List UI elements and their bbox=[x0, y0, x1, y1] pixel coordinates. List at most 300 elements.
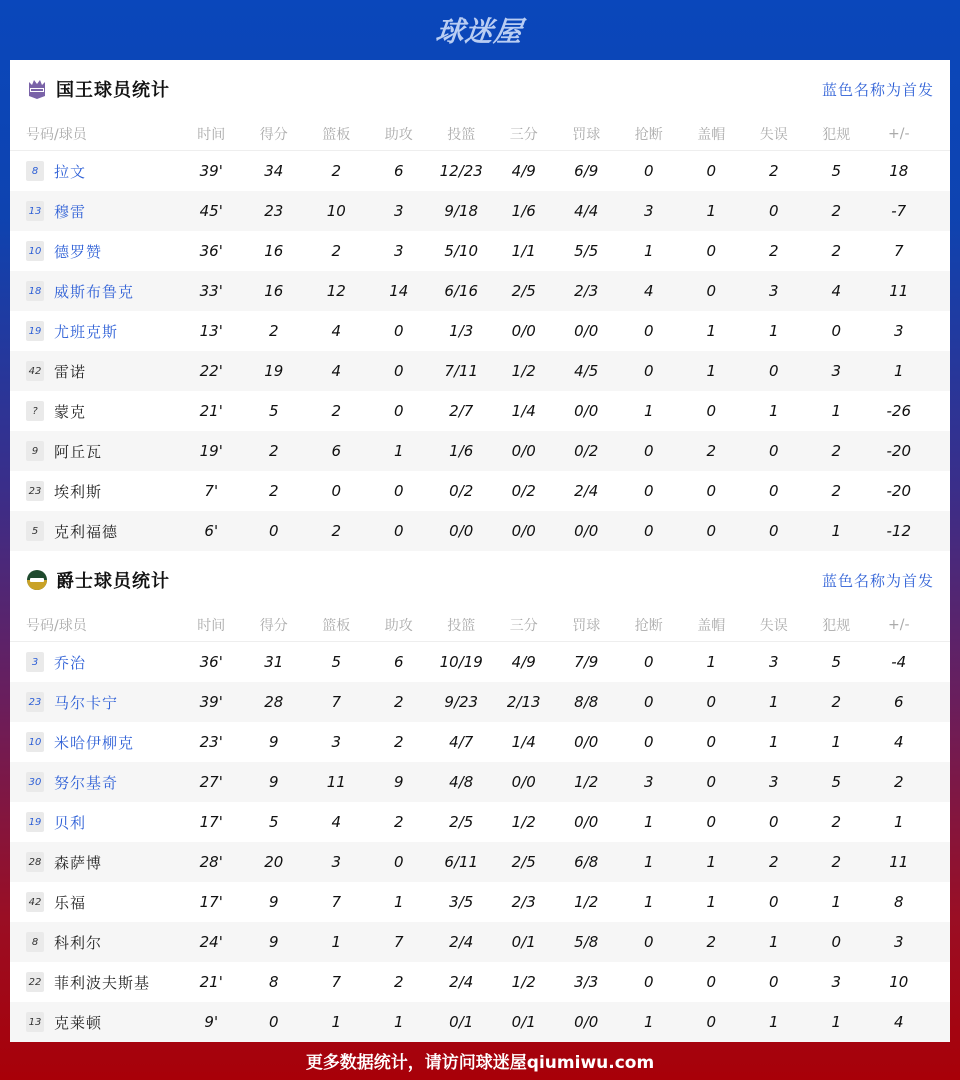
table-header bbox=[10, 609, 950, 642]
stat-cell: 12/23 bbox=[439, 162, 483, 180]
stat-cell: 0 bbox=[768, 362, 779, 380]
stat-cell: 6' bbox=[204, 522, 219, 540]
stat-cell: 45' bbox=[199, 202, 223, 220]
player-cell bbox=[10, 1012, 180, 1033]
column-header-player: 号码/球员 bbox=[26, 127, 87, 143]
stat-cell: 24' bbox=[199, 933, 223, 951]
player-cell bbox=[10, 772, 180, 793]
stat-cell: 19' bbox=[199, 442, 223, 460]
stat-cell: 6 bbox=[393, 162, 404, 180]
stat-cell: 0/0 bbox=[511, 522, 536, 540]
stat-cell: 9/23 bbox=[444, 693, 479, 711]
stat-cell: -20 bbox=[886, 442, 911, 460]
stat-cell: 1 bbox=[706, 362, 717, 380]
stat-cell: 0/0 bbox=[574, 733, 599, 751]
stat-cell: 18 bbox=[889, 162, 909, 180]
player-cell bbox=[10, 161, 180, 182]
stat-cell: 6/8 bbox=[574, 853, 599, 871]
stat-cell: 2 bbox=[831, 482, 842, 500]
stat-cell: 0 bbox=[831, 933, 842, 951]
stat-cell: 10/19 bbox=[439, 653, 483, 671]
stat-cell: 10 bbox=[326, 202, 346, 220]
stat-cell: 2 bbox=[268, 322, 279, 340]
stat-cell: 0 bbox=[643, 482, 654, 500]
stat-cell: 2/5 bbox=[449, 813, 474, 831]
section-header bbox=[10, 551, 950, 609]
stat-cell: 1/2 bbox=[511, 813, 536, 831]
stat-cell: 0 bbox=[643, 522, 654, 540]
stat-cell: 0 bbox=[643, 653, 654, 671]
player-cell bbox=[10, 201, 180, 222]
stat-cell: 28 bbox=[264, 693, 284, 711]
stat-cell: 0/0 bbox=[574, 402, 599, 420]
stat-cell: 1/4 bbox=[511, 733, 536, 751]
jersey-number-badge: 42 bbox=[26, 892, 44, 912]
stat-cell: 34 bbox=[264, 162, 284, 180]
stat-cell: 1 bbox=[706, 653, 717, 671]
stat-cell: 1 bbox=[768, 933, 779, 951]
stat-cell: -26 bbox=[886, 402, 911, 420]
stat-cell: 6/9 bbox=[574, 162, 599, 180]
stat-cell: 0/0 bbox=[511, 442, 536, 460]
stat-cell: 1/1 bbox=[511, 242, 536, 260]
stats-card bbox=[10, 60, 950, 1040]
stat-cell: 2 bbox=[393, 693, 404, 711]
player-row[interactable] bbox=[10, 762, 950, 802]
stat-cell: 0/0 bbox=[574, 1013, 599, 1031]
stat-cell: 1 bbox=[831, 522, 842, 540]
player-name[interactable]: 贝利 bbox=[54, 813, 87, 832]
player-cell bbox=[10, 361, 180, 382]
stat-cell: 20 bbox=[264, 853, 284, 871]
column-header: 助攻 bbox=[384, 127, 413, 143]
stat-cell: 0 bbox=[768, 202, 779, 220]
stat-cell: 0 bbox=[643, 693, 654, 711]
stat-cell: 0 bbox=[768, 973, 779, 991]
stat-cell: 4 bbox=[331, 362, 342, 380]
stat-cell: 0/0 bbox=[574, 813, 599, 831]
stat-cell: 6/16 bbox=[444, 282, 479, 300]
stat-cell: 9 bbox=[393, 773, 404, 791]
stat-cell: 2 bbox=[331, 522, 342, 540]
stat-cell: 0 bbox=[706, 482, 717, 500]
player-cell bbox=[10, 932, 180, 953]
player-cell bbox=[10, 401, 180, 422]
stat-cell: 7 bbox=[393, 933, 404, 951]
stat-cell: 0 bbox=[268, 1013, 279, 1031]
stat-cell: 0 bbox=[643, 322, 654, 340]
stat-cell: -4 bbox=[891, 653, 907, 671]
stat-cell: 1 bbox=[768, 693, 779, 711]
column-header: 罚球 bbox=[572, 618, 601, 634]
stat-cell: 0 bbox=[706, 522, 717, 540]
stat-cell: 1 bbox=[706, 853, 717, 871]
stat-cell: 5/5 bbox=[574, 242, 599, 260]
stat-cell: 22' bbox=[199, 362, 223, 380]
player-name[interactable]: 努尔基奇 bbox=[54, 773, 119, 792]
stat-cell: 39' bbox=[199, 162, 223, 180]
player-name[interactable]: 乐福 bbox=[54, 893, 87, 912]
stat-cell: 5 bbox=[831, 162, 842, 180]
stat-cell: 2 bbox=[768, 162, 779, 180]
stat-cell: 7' bbox=[204, 482, 219, 500]
stat-cell: 33' bbox=[199, 282, 223, 300]
stat-cell: 2 bbox=[331, 402, 342, 420]
stat-cell: 0 bbox=[706, 773, 717, 791]
stat-cell: 1 bbox=[643, 813, 654, 831]
jersey-number-badge: 28 bbox=[26, 852, 44, 872]
team-section-0 bbox=[10, 60, 950, 551]
player-row[interactable] bbox=[10, 642, 950, 682]
stat-cell: 0/0 bbox=[574, 522, 599, 540]
player-name[interactable]: 乔治 bbox=[54, 653, 87, 672]
stat-cell: 4/9 bbox=[511, 162, 536, 180]
stat-cell: 1/2 bbox=[511, 362, 536, 380]
stat-cell: 7/9 bbox=[574, 653, 599, 671]
team-title bbox=[26, 567, 170, 593]
stat-cell: 1 bbox=[643, 402, 654, 420]
stat-cell: 1/2 bbox=[574, 893, 599, 911]
stat-cell: 11 bbox=[326, 773, 346, 791]
stat-cell: 5 bbox=[331, 653, 342, 671]
jazz-logo-icon bbox=[26, 569, 48, 591]
player-cell bbox=[10, 652, 180, 673]
stat-cell: 8 bbox=[893, 893, 904, 911]
player-row[interactable] bbox=[10, 682, 950, 722]
stat-cell: 4/7 bbox=[449, 733, 474, 751]
player-row[interactable] bbox=[10, 191, 950, 231]
stat-cell: 0 bbox=[768, 893, 779, 911]
player-cell bbox=[10, 732, 180, 753]
stat-cell: 2 bbox=[768, 242, 779, 260]
stat-cell: 0 bbox=[643, 442, 654, 460]
stat-cell: 2 bbox=[831, 813, 842, 831]
stat-cell: 4 bbox=[831, 282, 842, 300]
stat-cell: 0 bbox=[643, 733, 654, 751]
player-row[interactable] bbox=[10, 391, 950, 431]
player-cell bbox=[10, 692, 180, 713]
stat-cell: 2/4 bbox=[574, 482, 599, 500]
stat-cell: 39' bbox=[199, 693, 223, 711]
stat-cell: 0 bbox=[768, 482, 779, 500]
player-name[interactable]: 马尔卡宁 bbox=[54, 693, 119, 712]
player-name[interactable]: 威斯布鲁克 bbox=[54, 282, 135, 301]
player-row[interactable] bbox=[10, 842, 950, 882]
player-name[interactable]: 森萨博 bbox=[54, 853, 103, 872]
jersey-number-badge: ? bbox=[26, 401, 44, 421]
stat-cell: 9/18 bbox=[444, 202, 479, 220]
column-header: 投篮 bbox=[447, 618, 476, 634]
team-title bbox=[26, 76, 170, 102]
stat-cell: 1/6 bbox=[511, 202, 536, 220]
stat-cell: 0/0 bbox=[511, 322, 536, 340]
jersey-number-badge: 9 bbox=[26, 441, 44, 461]
stat-cell: 2 bbox=[268, 442, 279, 460]
stat-cell: 7 bbox=[331, 693, 342, 711]
stat-cell: 2 bbox=[768, 853, 779, 871]
stat-cell: 0 bbox=[768, 813, 779, 831]
column-header: 盖帽 bbox=[697, 127, 726, 143]
column-header: 罚球 bbox=[572, 127, 601, 143]
starter-legend-note: 蓝色名称为首发 bbox=[821, 571, 934, 590]
stat-cell: 11 bbox=[889, 853, 909, 871]
column-header: 时间 bbox=[197, 618, 226, 634]
jersey-number-badge: 23 bbox=[26, 692, 44, 712]
stat-cell: 1 bbox=[393, 1013, 404, 1031]
stat-cell: 11 bbox=[889, 282, 909, 300]
team-stats-title: 国王球员统计 bbox=[56, 80, 170, 101]
stat-cell: 2 bbox=[393, 973, 404, 991]
stat-cell: 31 bbox=[264, 653, 284, 671]
stat-cell: 3 bbox=[393, 202, 404, 220]
stat-cell: 4 bbox=[893, 733, 904, 751]
stat-cell: 4/8 bbox=[449, 773, 474, 791]
stat-cell: 2 bbox=[331, 162, 342, 180]
stat-cell: 3 bbox=[393, 242, 404, 260]
stat-cell: 0/0 bbox=[449, 522, 474, 540]
player-row[interactable] bbox=[10, 802, 950, 842]
column-header: 投篮 bbox=[447, 127, 476, 143]
jersey-number-badge: 13 bbox=[26, 201, 44, 221]
stat-cell: 1 bbox=[706, 202, 717, 220]
column-header: 助攻 bbox=[384, 618, 413, 634]
column-header: 三分 bbox=[509, 618, 538, 634]
stat-cell: 2 bbox=[331, 242, 342, 260]
stat-cell: 2 bbox=[268, 482, 279, 500]
stat-cell: 16 bbox=[264, 282, 284, 300]
stat-cell: 0/2 bbox=[449, 482, 474, 500]
player-name[interactable]: 拉文 bbox=[54, 162, 87, 181]
stat-cell: 4/9 bbox=[511, 653, 536, 671]
stat-cell: 1 bbox=[768, 322, 779, 340]
stat-cell: 2/13 bbox=[506, 693, 541, 711]
player-row[interactable] bbox=[10, 511, 950, 551]
stat-cell: 4/5 bbox=[574, 362, 599, 380]
player-cell bbox=[10, 892, 180, 913]
table-header bbox=[10, 118, 950, 151]
jersey-number-badge: 30 bbox=[26, 772, 44, 792]
stat-cell: 21' bbox=[199, 973, 223, 991]
stat-cell: 0 bbox=[706, 733, 717, 751]
player-name[interactable]: 米哈伊柳克 bbox=[54, 733, 135, 752]
column-header: 篮板 bbox=[322, 618, 351, 634]
player-row[interactable] bbox=[10, 962, 950, 1002]
stat-cell: 9 bbox=[268, 893, 279, 911]
stat-cell: 0 bbox=[393, 362, 404, 380]
player-cell bbox=[10, 481, 180, 502]
stat-cell: 1 bbox=[393, 893, 404, 911]
stat-cell: 1 bbox=[893, 362, 904, 380]
stat-cell: 1 bbox=[768, 1013, 779, 1031]
player-row[interactable] bbox=[10, 922, 950, 962]
stat-cell: 3 bbox=[893, 933, 904, 951]
stat-cell: 5 bbox=[268, 402, 279, 420]
player-row[interactable] bbox=[10, 151, 950, 191]
jersey-number-badge: 10 bbox=[26, 732, 44, 752]
player-cell bbox=[10, 521, 180, 542]
stat-cell: 0/1 bbox=[449, 1013, 474, 1031]
stat-cell: -12 bbox=[886, 522, 911, 540]
stat-cell: 0 bbox=[643, 162, 654, 180]
player-cell bbox=[10, 852, 180, 873]
stat-cell: 2 bbox=[393, 813, 404, 831]
stat-cell: 1 bbox=[831, 893, 842, 911]
stat-cell: 0 bbox=[706, 693, 717, 711]
player-name[interactable]: 科利尔 bbox=[54, 933, 103, 952]
kings-logo-icon bbox=[26, 78, 48, 100]
jersey-number-badge: 3 bbox=[26, 652, 44, 672]
stat-cell: 2 bbox=[831, 242, 842, 260]
column-header: 犯规 bbox=[822, 618, 851, 634]
stat-cell: 21' bbox=[199, 402, 223, 420]
stat-cell: 4 bbox=[643, 282, 654, 300]
stat-cell: 1 bbox=[643, 1013, 654, 1031]
stat-cell: 2/4 bbox=[449, 933, 474, 951]
jersey-number-badge: 10 bbox=[26, 241, 44, 261]
stat-cell: 2 bbox=[831, 202, 842, 220]
stat-cell: 4 bbox=[331, 813, 342, 831]
player-name[interactable]: 克莱顿 bbox=[54, 1013, 103, 1032]
stat-cell: 9' bbox=[204, 1013, 219, 1031]
player-name[interactable]: 德罗赞 bbox=[54, 242, 103, 261]
stat-cell: 8/8 bbox=[574, 693, 599, 711]
column-header: 三分 bbox=[509, 127, 538, 143]
column-header: 篮板 bbox=[322, 127, 351, 143]
column-header: 抢断 bbox=[634, 618, 663, 634]
player-name[interactable]: 克利福德 bbox=[54, 522, 119, 541]
player-row[interactable] bbox=[10, 231, 950, 271]
top-banner bbox=[0, 0, 960, 60]
column-header: 时间 bbox=[197, 127, 226, 143]
stat-cell: 9 bbox=[268, 933, 279, 951]
stat-cell: 5 bbox=[831, 773, 842, 791]
stat-cell: 1 bbox=[706, 322, 717, 340]
column-header: 盖帽 bbox=[697, 618, 726, 634]
stat-cell: 16 bbox=[264, 242, 284, 260]
stat-cell: 7 bbox=[331, 973, 342, 991]
stat-cell: 1 bbox=[643, 893, 654, 911]
stat-cell: 17' bbox=[199, 813, 223, 831]
stat-cell: 3 bbox=[831, 362, 842, 380]
player-name[interactable]: 菲利波夫斯基 bbox=[54, 973, 151, 992]
stat-cell: 1 bbox=[893, 813, 904, 831]
player-cell bbox=[10, 281, 180, 302]
stat-cell: 19 bbox=[264, 362, 284, 380]
player-name[interactable]: 尤班克斯 bbox=[54, 322, 119, 341]
player-name[interactable]: 埃利斯 bbox=[54, 482, 103, 501]
stat-cell: 3 bbox=[768, 282, 779, 300]
stat-cell: 1/6 bbox=[449, 442, 474, 460]
stat-cell: 1 bbox=[768, 733, 779, 751]
stat-cell: 2 bbox=[831, 693, 842, 711]
stat-cell: 1 bbox=[831, 1013, 842, 1031]
stat-cell: 0 bbox=[643, 362, 654, 380]
stat-cell: 1 bbox=[706, 893, 717, 911]
stat-cell: 0/1 bbox=[511, 933, 536, 951]
stat-cell: 0 bbox=[706, 973, 717, 991]
stat-cell: 1 bbox=[643, 853, 654, 871]
stat-cell: 0 bbox=[393, 522, 404, 540]
stat-cell: 6 bbox=[393, 653, 404, 671]
stat-cell: 7/11 bbox=[444, 362, 479, 380]
stat-cell: 0/2 bbox=[511, 482, 536, 500]
player-name[interactable]: 阿丘瓦 bbox=[54, 442, 103, 461]
jersey-number-badge: 23 bbox=[26, 481, 44, 501]
stat-cell: 4/4 bbox=[574, 202, 599, 220]
stat-cell: 7 bbox=[893, 242, 904, 260]
player-row[interactable] bbox=[10, 311, 950, 351]
player-row[interactable] bbox=[10, 431, 950, 471]
stat-cell: 28' bbox=[199, 853, 223, 871]
stat-cell: 3 bbox=[768, 773, 779, 791]
jersey-number-badge: 19 bbox=[26, 321, 44, 341]
stat-cell: 2 bbox=[831, 442, 842, 460]
stat-cell: 2 bbox=[706, 442, 717, 460]
stat-cell: 3 bbox=[893, 322, 904, 340]
player-cell bbox=[10, 241, 180, 262]
stat-cell: 5/10 bbox=[444, 242, 479, 260]
stat-cell: 0 bbox=[331, 482, 342, 500]
stat-cell: 17' bbox=[199, 893, 223, 911]
player-row[interactable] bbox=[10, 271, 950, 311]
starter-legend-note: 蓝色名称为首发 bbox=[821, 80, 934, 99]
player-name[interactable]: 穆雷 bbox=[54, 202, 87, 221]
stat-cell: 6/11 bbox=[444, 853, 479, 871]
stat-cell: 3/5 bbox=[449, 893, 474, 911]
jersey-number-badge: 5 bbox=[26, 521, 44, 541]
stat-cell: 2/4 bbox=[449, 973, 474, 991]
stat-cell: 36' bbox=[199, 242, 223, 260]
stat-cell: 7 bbox=[331, 893, 342, 911]
stat-cell: 0 bbox=[706, 402, 717, 420]
player-cell bbox=[10, 812, 180, 833]
stat-cell: 2/3 bbox=[511, 893, 536, 911]
footer-banner bbox=[0, 1040, 960, 1080]
team-stats-title: 爵士球员统计 bbox=[56, 571, 170, 592]
stat-cell: 3/3 bbox=[574, 973, 599, 991]
stat-cell: 2/7 bbox=[449, 402, 474, 420]
stat-cell: 5 bbox=[831, 653, 842, 671]
stat-cell: 5/8 bbox=[574, 933, 599, 951]
stat-cell: 2/5 bbox=[511, 853, 536, 871]
column-header: 失误 bbox=[759, 618, 788, 634]
stat-cell: 0 bbox=[706, 282, 717, 300]
stat-cell: 1 bbox=[643, 242, 654, 260]
stat-cell: 5 bbox=[268, 813, 279, 831]
stat-cell: 12 bbox=[326, 282, 346, 300]
player-row[interactable] bbox=[10, 1002, 950, 1042]
stat-cell: 1/2 bbox=[574, 773, 599, 791]
player-row[interactable] bbox=[10, 882, 950, 922]
stat-cell: 1/2 bbox=[511, 973, 536, 991]
player-row[interactable] bbox=[10, 722, 950, 762]
player-row[interactable] bbox=[10, 351, 950, 391]
stat-cell: 0 bbox=[393, 482, 404, 500]
stat-cell: 0 bbox=[706, 1013, 717, 1031]
stat-cell: 3 bbox=[643, 773, 654, 791]
player-name[interactable]: 蒙克 bbox=[54, 402, 87, 421]
stat-cell: 0 bbox=[393, 402, 404, 420]
column-header: 犯规 bbox=[822, 127, 851, 143]
player-name[interactable]: 雷诺 bbox=[54, 362, 87, 381]
jersey-number-badge: 22 bbox=[26, 972, 44, 992]
stat-cell: 27' bbox=[199, 773, 223, 791]
stat-cell: 1 bbox=[831, 733, 842, 751]
player-row[interactable] bbox=[10, 471, 950, 511]
stat-cell: 23 bbox=[264, 202, 284, 220]
stat-cell: 0 bbox=[706, 813, 717, 831]
footer-text: 更多数据统计，请访问球迷屋qiumiwu.com bbox=[305, 1052, 655, 1073]
